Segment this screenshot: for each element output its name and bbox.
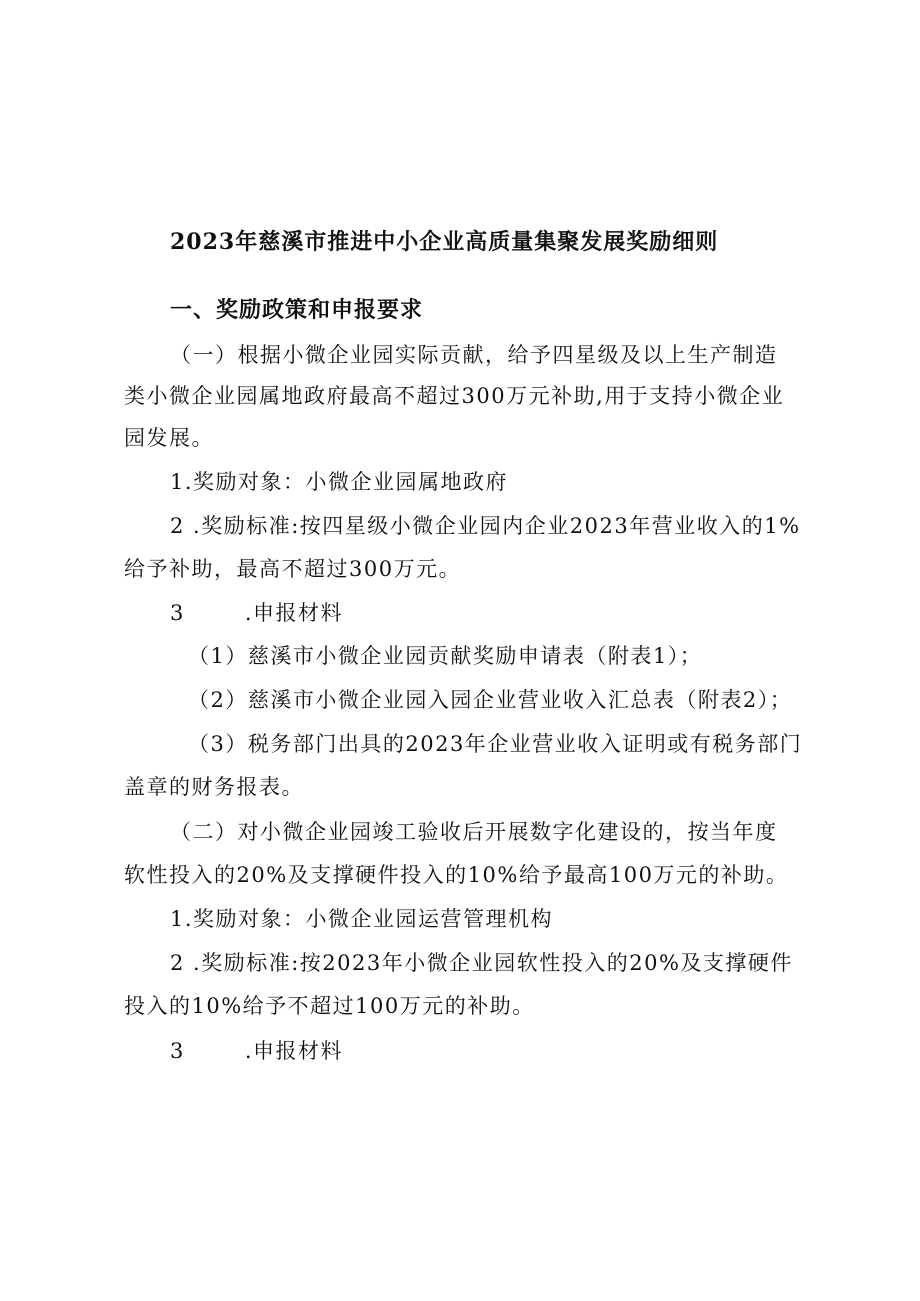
- materials-heading: [170, 1037, 343, 1065]
- reward-standard: 投入的10%给予不超过100万元的补助。: [124, 994, 535, 1018]
- paragraph-line: （一）根据小微企业园实际贡献，给予四星级及以上生产制造: [170, 343, 778, 367]
- materials-heading: [170, 599, 343, 627]
- reward-target: 1.奖励对象：小微企业园属地政府: [170, 470, 509, 494]
- materials-label: .申报材料: [244, 601, 344, 625]
- materials-number: 3: [170, 1039, 185, 1063]
- material-item: （2）慈溪市小微企业园入园企业营业收入汇总表（附表2）；: [188, 688, 793, 712]
- reward-standard: 2 .奖励标准:按2023年小微企业园软性投入的20%及支撑硬件: [170, 951, 793, 975]
- section-heading: 一、奖励政策和申报要求: [170, 297, 424, 323]
- paragraph-line: 类小微企业园属地政府最高不超过300万元补助,用于支持小微企业: [124, 384, 785, 408]
- material-item: （1）慈溪市小微企业园贡献奖励申请表（附表1）；: [188, 644, 703, 668]
- material-item: 盖章的财务报表。: [124, 775, 304, 799]
- paragraph-line: 软性投入的20%及支撑硬件投入的10%给予最高100万元的补助。: [124, 863, 789, 887]
- paragraph-line: （二）对小微企业园竣工验收后开展数字化建设的，按当年度: [170, 820, 778, 844]
- reward-standard: 给予补助，最高不超过300万元。: [124, 557, 462, 581]
- reward-standard: 2 .奖励标准:按四星级小微企业园内企业2023年营业收入的1%: [170, 514, 801, 538]
- document-title: 2023年慈溪市推进中小企业高质量集聚发展奖励细则: [170, 229, 719, 255]
- materials-number: 3: [170, 601, 185, 625]
- reward-target: 1.奖励对象：小微企业园运营管理机构: [170, 907, 554, 931]
- materials-label: .申报材料: [244, 1039, 344, 1063]
- material-item: （3）税务部门出具的2023年企业营业收入证明或有税务部门: [188, 732, 803, 756]
- paragraph-line: 园发展。: [124, 426, 214, 450]
